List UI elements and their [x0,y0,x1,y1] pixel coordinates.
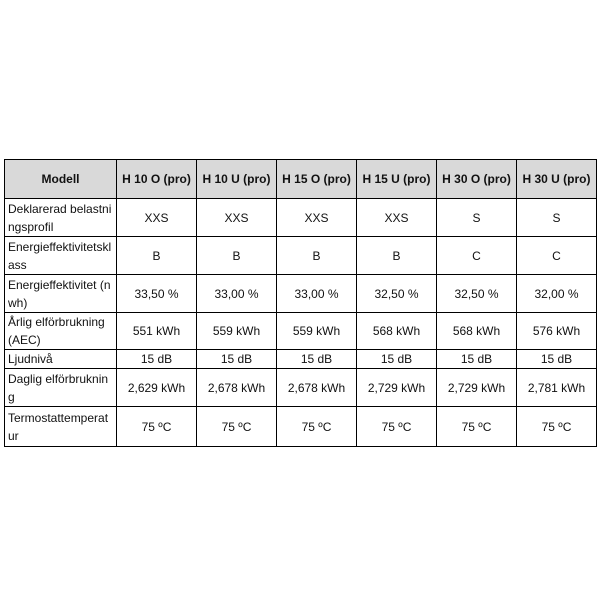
row-label: Energieffektivitetsklass [5,237,117,275]
table-cell: 2,729 kWh [437,369,517,407]
table-cell: 15 dB [277,350,357,369]
table-cell: B [357,237,437,275]
table-cell: XXS [117,199,197,237]
table-cell: 33,00 % [197,275,277,313]
row-label: Ljudnivå [5,350,117,369]
table-cell: 75 ºC [117,407,197,447]
table-row [5,199,597,237]
table-cell: 32,50 % [357,275,437,313]
table-cell: 2,629 kWh [117,369,197,407]
table-cell: 15 dB [357,350,437,369]
table-cell: 15 dB [437,350,517,369]
table-cell: C [437,237,517,275]
table-cell: B [277,237,357,275]
table-cell: 15 dB [197,350,277,369]
table-cell: 75 ºC [357,407,437,447]
row-label: Årlig elförbrukning (AEC) [5,313,117,350]
header-cell-h15o: H 15 O (pro) [277,160,357,199]
header-cell-h30o: H 30 O (pro) [437,160,517,199]
table-cell: B [117,237,197,275]
table-cell: 576 kWh [517,313,597,350]
table-cell: 2,678 kWh [197,369,277,407]
table-cell: 33,50 % [117,275,197,313]
table-cell: 2,781 kWh [517,369,597,407]
header-cell-h10o: H 10 O (pro) [117,160,197,199]
table-cell: XXS [197,199,277,237]
table-cell: 15 dB [517,350,597,369]
table-cell: XXS [357,199,437,237]
table-row [5,237,597,275]
table-row [5,369,597,407]
table-cell: 551 kWh [117,313,197,350]
table-cell: 568 kWh [357,313,437,350]
table-cell: 2,678 kWh [277,369,357,407]
table-cell: 75 ºC [277,407,357,447]
row-label: Energieffektivitet (nwh) [5,275,117,313]
table-row [5,407,597,447]
table-cell: XXS [277,199,357,237]
header-cell-h15u: H 15 U (pro) [357,160,437,199]
table-cell: B [197,237,277,275]
row-label: Deklarerad belastningsprofil [5,199,117,237]
table-cell: 33,00 % [277,275,357,313]
header-row [5,160,597,199]
table-cell: 2,729 kWh [357,369,437,407]
table-cell: 75 ºC [197,407,277,447]
table-row [5,350,597,369]
table-cell: S [437,199,517,237]
table-cell: 32,00 % [517,275,597,313]
table-row [5,275,597,313]
table-cell: 559 kWh [197,313,277,350]
table-cell: 559 kWh [277,313,357,350]
spec-table [4,159,597,447]
header-cell-h10u: H 10 U (pro) [197,160,277,199]
header-cell-h30u: H 30 U (pro) [517,160,597,199]
table-cell: 568 kWh [437,313,517,350]
table-cell: 75 ºC [437,407,517,447]
table-cell: 32,50 % [437,275,517,313]
table-cell: S [517,199,597,237]
table-cell: 75 ºC [517,407,597,447]
table-cell: 15 dB [117,350,197,369]
table-row [5,313,597,350]
header-cell-modell: Modell [5,160,117,199]
table-cell: C [517,237,597,275]
row-label: Termostattemperatur [5,407,117,447]
row-label: Daglig elförbrukning [5,369,117,407]
